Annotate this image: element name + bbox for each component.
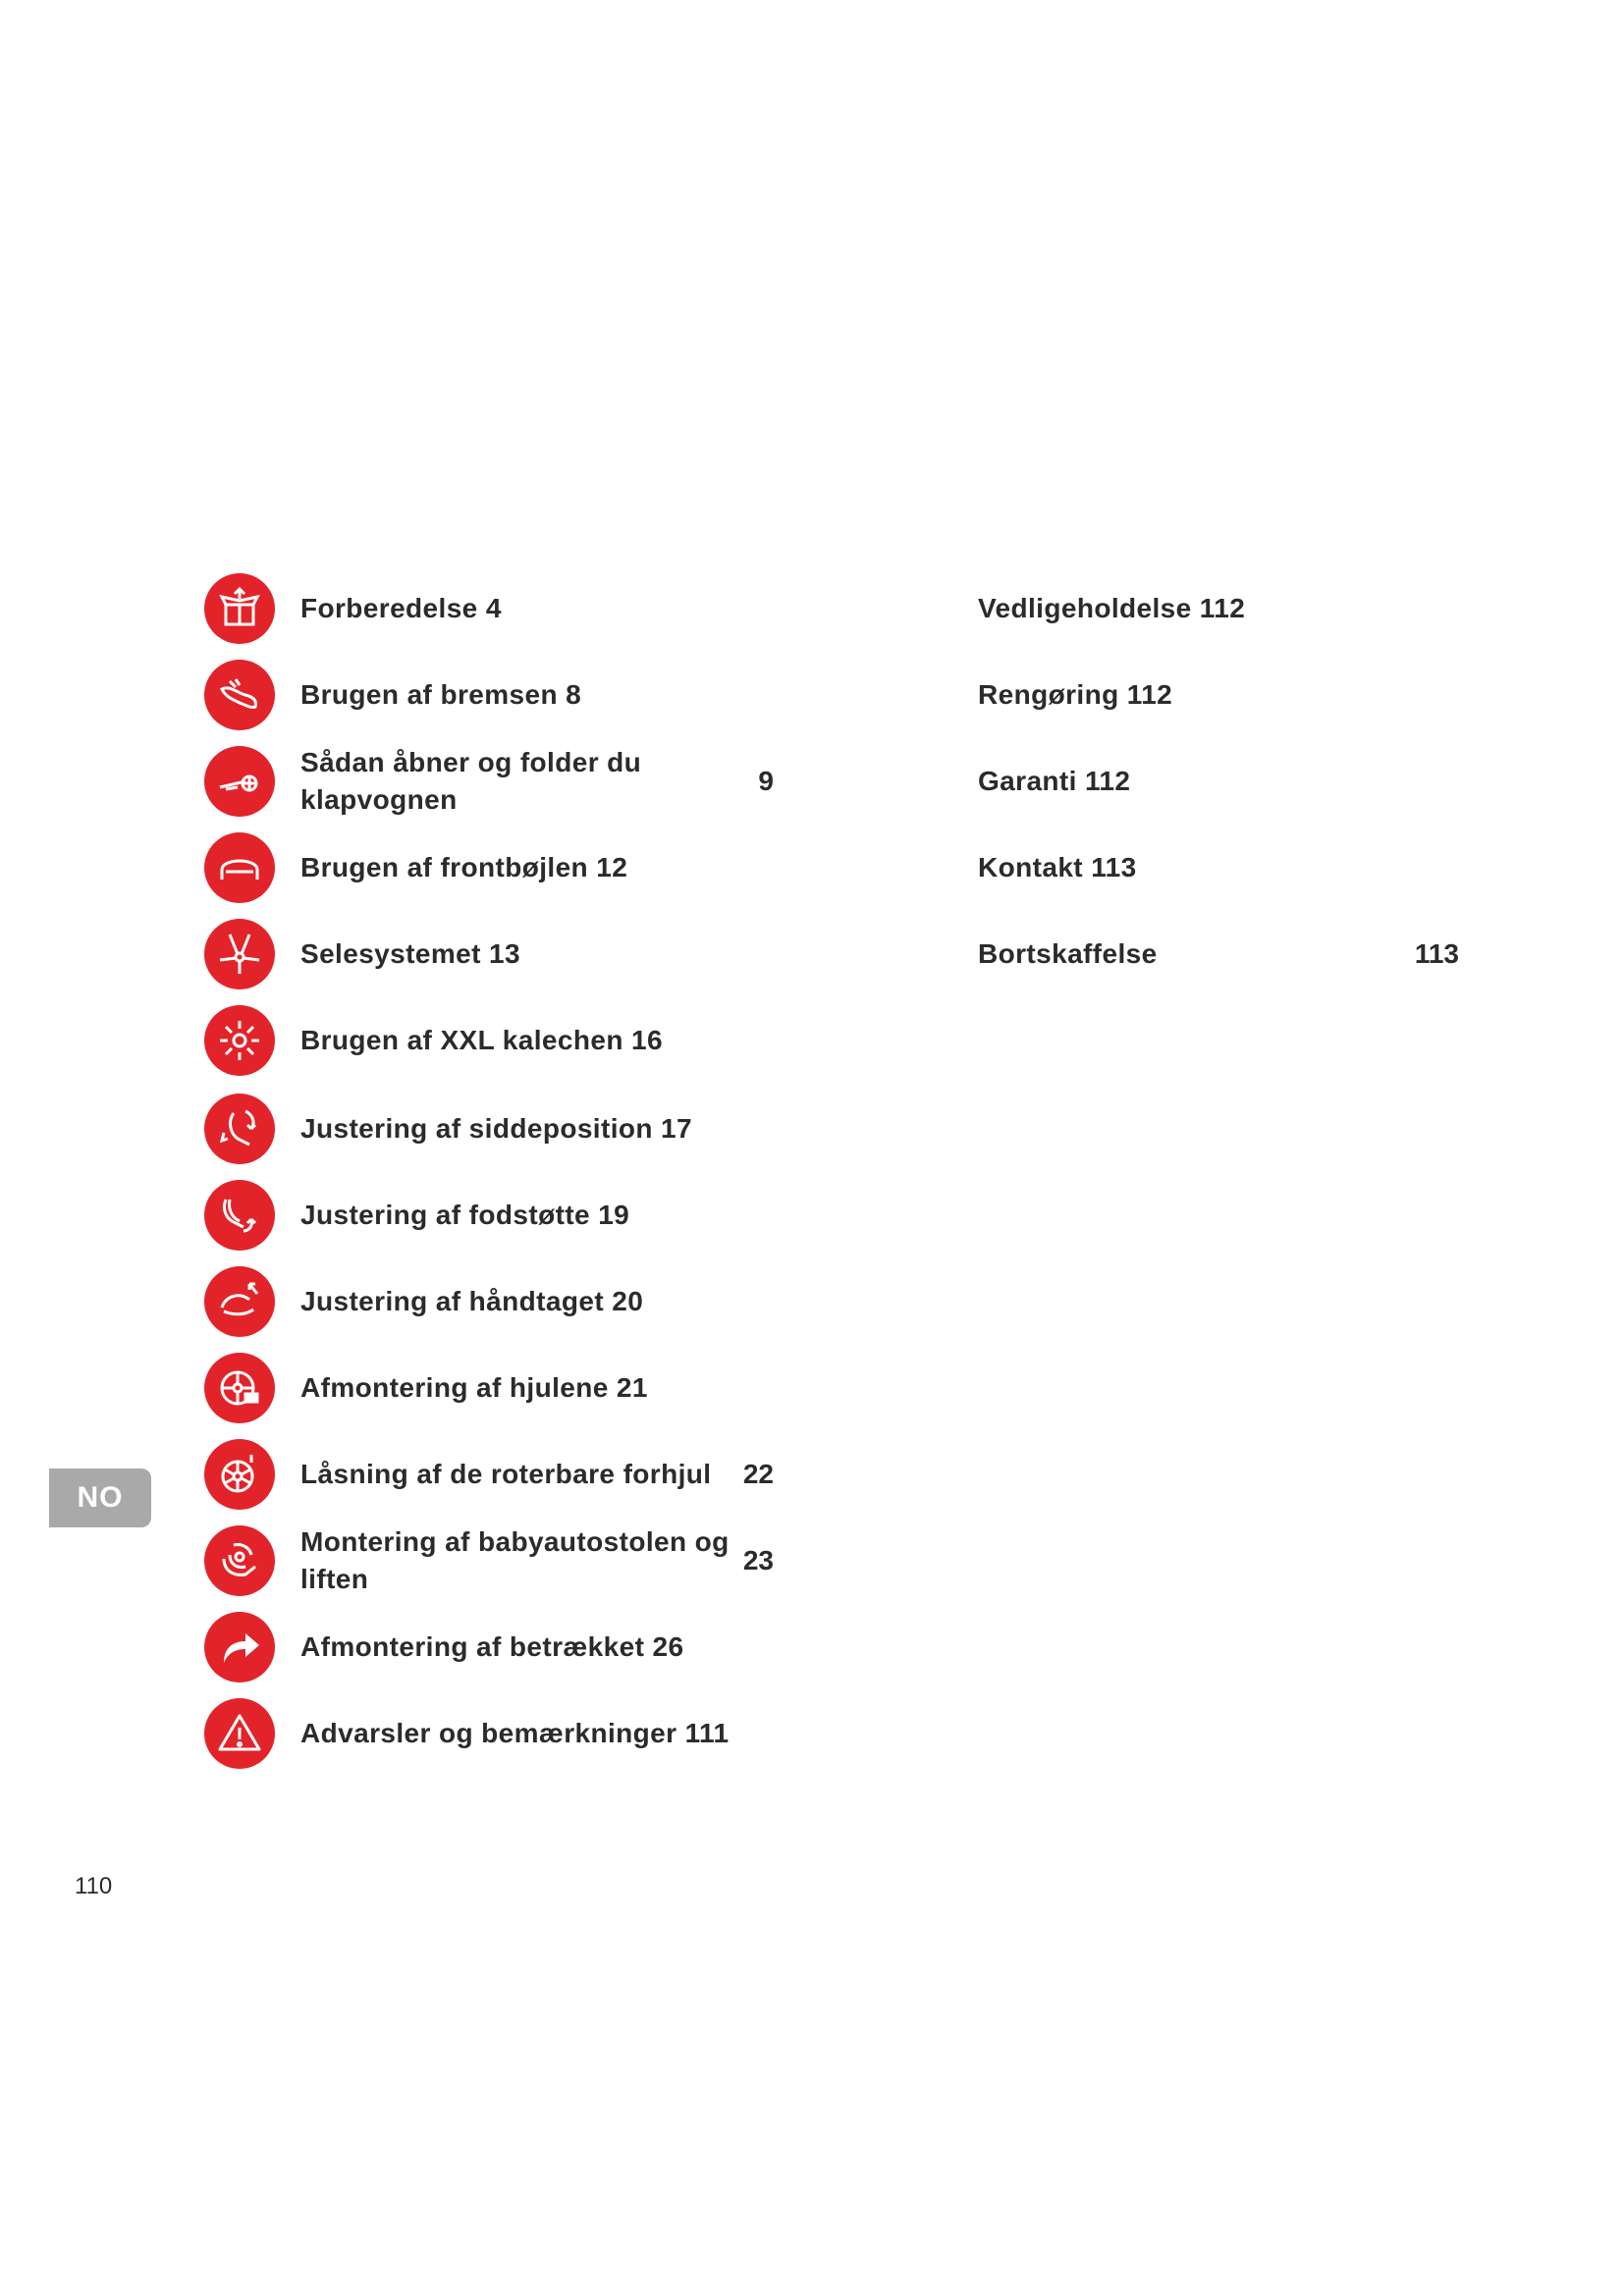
footrest-icon — [204, 1180, 275, 1251]
toc-title: Brugen af frontbøjlen 12 — [300, 852, 628, 882]
language-tab: NO — [49, 1468, 151, 1527]
toc-entry-kontakt[interactable] — [978, 830, 1459, 905]
car-seat-icon — [204, 1525, 275, 1596]
toc-title: Justering af siddeposition 17 — [300, 1113, 693, 1144]
toc-entry-forhjul[interactable] — [204, 1437, 774, 1512]
toc-title: Selesystemet 13 — [300, 938, 520, 969]
toc-title: Justering af håndtaget 20 — [300, 1286, 644, 1316]
seat-recline-icon — [204, 1094, 275, 1164]
toc-title: Rengøring 112 — [978, 679, 1173, 710]
folding-stroller-icon — [204, 746, 275, 817]
toc-entry-handtaget[interactable] — [204, 1264, 774, 1339]
bumper-bar-icon — [204, 832, 275, 903]
toc-entry-vedligeholdelse[interactable] — [978, 571, 1459, 646]
toc-entry-babyautostolen[interactable] — [204, 1523, 774, 1598]
toc-entry-forberedelse[interactable] — [204, 571, 774, 646]
toc-entry-siddeposition[interactable] — [204, 1092, 774, 1166]
toc-title: Kontakt 113 — [978, 852, 1137, 882]
wheel-remove-icon — [204, 1353, 275, 1423]
toc-title: Brugen af bremsen 8 — [300, 679, 582, 710]
toc-entry-fodstotte[interactable] — [204, 1178, 774, 1253]
toc-title: Advarsler og bemærkninger 111 — [300, 1718, 730, 1748]
brake-pedal-icon — [204, 660, 275, 730]
toc-entry-rengoring[interactable] — [978, 658, 1459, 732]
toc-title: Justering af fodstøtte 19 — [300, 1200, 630, 1230]
toc-entry-frontbojlen[interactable] — [204, 830, 774, 905]
box-icon — [204, 573, 275, 644]
toc-entry-garanti[interactable] — [978, 744, 1459, 819]
page-number: 110 — [75, 1873, 113, 1899]
toc-entry-bremsen[interactable] — [204, 658, 774, 732]
toc-title: Vedligeholdelse 112 — [978, 593, 1246, 623]
harness-icon — [204, 919, 275, 989]
toc-title: Garanti 112 — [978, 766, 1131, 796]
toc-title: Bortskaffelse — [978, 938, 1158, 969]
toc-title: Afmontering af betrækket 26 — [300, 1631, 684, 1662]
toc-page: 23 — [742, 1545, 774, 1575]
toc-entry-betraekket[interactable] — [204, 1610, 774, 1684]
handlebar-icon — [204, 1266, 275, 1337]
toc-entry-hjulene[interactable] — [204, 1351, 774, 1425]
warning-icon — [204, 1698, 275, 1769]
toc-title: Sådan åbner og folder du klapvognen — [300, 747, 642, 815]
toc-page: 9 — [758, 766, 774, 796]
toc-entry-advarsler[interactable] — [204, 1696, 774, 1771]
toc-page: 113 — [1414, 938, 1459, 969]
arrow-curve-icon — [204, 1612, 275, 1682]
toc-title: Montering af babyautostolen og liften — [300, 1526, 730, 1594]
toc-entry-kalechen[interactable] — [204, 1003, 774, 1078]
swivel-wheel-icon — [204, 1439, 275, 1510]
toc-title: Brugen af XXL kalechen 16 — [300, 1025, 663, 1055]
toc-title: Låsning af de roterbare forhjul — [300, 1459, 712, 1489]
toc-title: Forberedelse 4 — [300, 593, 502, 623]
toc-entry-bortskaffelse[interactable] — [978, 917, 1459, 991]
toc-entry-selesystemet[interactable] — [204, 917, 774, 991]
toc-entry-aabne-folde[interactable] — [204, 744, 774, 819]
toc-title: Afmontering af hjulene 21 — [300, 1372, 648, 1403]
sun-canopy-icon — [204, 1005, 275, 1076]
toc-page: 22 — [742, 1459, 774, 1489]
